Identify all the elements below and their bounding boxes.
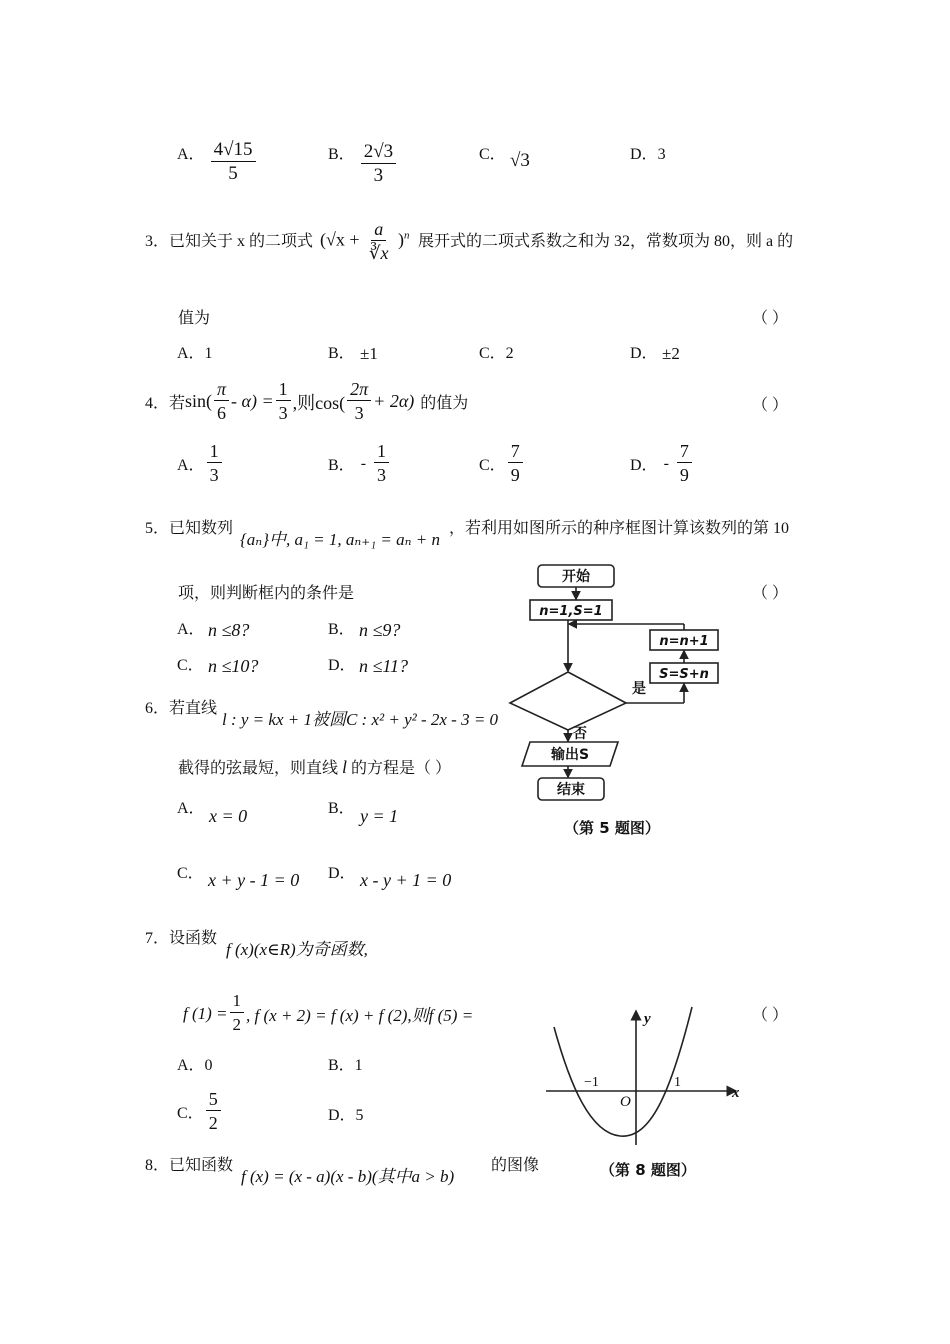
q6-stem-line2-prefix: 截得的弦最短，则直线: [178, 760, 339, 777]
option-label: A．: [177, 457, 205, 474]
expr-open: (√x +: [320, 229, 360, 250]
q7-f1: f (1) =: [183, 1003, 228, 1023]
q7-option-b: B．1: [328, 1057, 363, 1074]
flowchart-yes-label: 是: [632, 681, 646, 697]
q6-option-b-value: y = 1: [360, 806, 399, 826]
q5-option-c-value: n ≤10?: [208, 656, 259, 676]
option-label: C．: [479, 146, 506, 163]
q7-option-d: D．5: [328, 1107, 364, 1124]
denominator: 5: [228, 163, 238, 184]
parabola-caption: （第 8 题图）: [600, 1161, 696, 1179]
flowchart-output-text: 输出S: [550, 747, 590, 763]
numerator: a: [371, 218, 386, 241]
numerator: 5: [206, 1088, 221, 1111]
q6-option-d-label: D．: [328, 865, 356, 882]
fraction: [211, 139, 256, 186]
option-label: B．: [328, 146, 355, 163]
q2-option-b: [328, 141, 398, 188]
numerator: π: [214, 378, 229, 401]
q6-line-circle-expression: l : y = kx + 1被圆C : x² + y² - 2x - 3 = 0: [222, 710, 499, 729]
q5-stem-suffix: ，若利用如图所示的种序框图计算该数列的第 10: [449, 520, 790, 537]
q7-option-c: [177, 1088, 223, 1135]
q5-option-d-value: n ≤11?: [359, 656, 409, 676]
q3-answer-bracket: （ ）: [752, 310, 789, 327]
q5-option-b-label: B．: [328, 621, 355, 638]
q4-option-a: [177, 440, 224, 487]
option-label: D．: [630, 457, 658, 474]
q7-function-expression: f (x)(x∈R)为奇函数,: [226, 940, 368, 959]
denominator: ∛x: [369, 243, 389, 263]
q5-answer-bracket: （ ）: [752, 585, 789, 602]
flowchart-caption: （第 5 题图）: [564, 819, 660, 837]
option-label: B．: [328, 457, 355, 474]
q3-option-b-value: ±1: [360, 344, 378, 363]
flowchart-inc-text: n=n+1: [659, 634, 709, 649]
q3-option-d: [630, 340, 658, 363]
option-label: B．: [328, 345, 355, 362]
fraction: [206, 1088, 221, 1135]
fraction: [230, 990, 245, 1037]
q5-stem-prefix: 5．已知数列: [145, 520, 234, 537]
fraction: [374, 440, 389, 487]
denominator: 3: [354, 403, 364, 423]
option-label: D．: [630, 345, 658, 362]
q7-answer-bracket: （ ）: [752, 1007, 789, 1024]
option-label: C．: [177, 1105, 204, 1122]
q3-binomial-expression: [320, 218, 410, 265]
parabola-curve-smooth: [554, 1007, 692, 1136]
q6-option-b-label: B．: [328, 800, 355, 817]
q8-function-expression: f (x) = (x - a)(x - b)(其中a > b): [241, 1167, 455, 1186]
fraction: [347, 378, 371, 425]
fraction: [508, 440, 523, 487]
tick-label-one: 1: [674, 1075, 681, 1090]
q2-option-a: [177, 141, 258, 186]
q5-option-a-value: n ≤8?: [208, 620, 250, 640]
expr-close: ): [398, 229, 404, 250]
q5-option-c-label: C．: [177, 657, 204, 674]
minus-sign: -: [360, 454, 367, 472]
numerator: 1: [276, 378, 291, 401]
denominator: 2: [232, 1015, 242, 1034]
q6-option-c-label: C．: [177, 865, 204, 882]
q7-relation: , f (x + 2) = f (x) + f (2),则f (5) =: [246, 1006, 474, 1025]
numerator: 2√3: [361, 141, 396, 164]
flowchart-decision-diamond: [510, 672, 626, 730]
parabola-figure: [540, 1005, 760, 1190]
q8-stem-prefix: 8．已知函数: [145, 1157, 234, 1174]
flowchart-no-label: 否: [573, 726, 587, 742]
cos-close: + 2α): [373, 391, 415, 411]
sin-close: - α) =: [231, 391, 274, 411]
q5-option-a-label: A．: [177, 621, 205, 638]
q6-option-a-value: x = 0: [209, 806, 248, 826]
numerator: 7: [677, 440, 692, 463]
q6-stem-line2: [178, 755, 451, 778]
flowchart-start-text: 开始: [562, 569, 590, 585]
numerator: 1: [230, 990, 245, 1013]
tick-label-neg-one: −1: [584, 1075, 599, 1090]
denominator: 3: [377, 465, 387, 485]
q7-option-a: A．0: [177, 1057, 213, 1074]
denominator: 3: [209, 465, 219, 485]
q6-stem-prefix: 6．若直线: [145, 700, 218, 717]
sin-open: sin(: [185, 391, 213, 411]
origin-label: O: [620, 1094, 631, 1110]
q6-option-a-label: A．: [177, 800, 205, 817]
q6-option-d-value: x - y + 1 = 0: [360, 870, 452, 890]
q4-number: 4．若: [145, 395, 186, 412]
denominator: 2: [208, 1113, 218, 1133]
denominator: 3: [373, 165, 384, 186]
minus-sign: -: [663, 454, 669, 472]
q4-answer-bracket: （ ）: [752, 397, 789, 414]
q7-condition-line: [183, 990, 473, 1037]
q4-option-d: [630, 440, 694, 487]
q3-stem-prefix: 3．已知关于 x 的二项式: [145, 233, 314, 250]
numerator: 4√15: [211, 139, 256, 162]
denominator: 6: [217, 403, 227, 423]
numerator: 7: [508, 440, 523, 463]
exponent: n: [404, 229, 410, 242]
q2-option-c: [479, 141, 506, 164]
q3-option-b: [328, 340, 355, 363]
q6-line-symbol: l: [342, 757, 348, 777]
q5-option-d-label: D．: [328, 657, 356, 674]
option-label: A．: [177, 146, 205, 163]
option-value: 3: [657, 146, 666, 163]
denominator: 3: [278, 403, 288, 423]
q3-stem-suffix: 展开式的二项式系数之和为 32，常数项为 80，则 a 的: [418, 233, 794, 250]
x-axis-label: x: [732, 1085, 740, 1101]
q5-stem-line2: 项，则判断框内的条件是: [178, 585, 355, 602]
q3-option-c: C．2: [479, 345, 514, 362]
flowchart-init-text: n=1,S=1: [539, 604, 603, 619]
q4-stem: [145, 378, 468, 425]
q4-stem-suffix: 的值为: [420, 395, 469, 412]
numerator: 2π: [347, 378, 371, 401]
q6-stem-line2-suffix: 的方程是（ ）: [351, 760, 452, 777]
y-axis-label: y: [644, 1011, 651, 1027]
q4-option-c: [479, 440, 525, 487]
option-label: C．: [479, 457, 506, 474]
fraction: [677, 440, 692, 487]
q5-option-b-value: n ≤9?: [359, 620, 401, 640]
fraction: [366, 218, 391, 265]
denominator: 9: [679, 465, 689, 485]
fraction: [207, 440, 222, 487]
flowchart-figure: [500, 560, 740, 850]
cos-open: ,则cos(: [292, 392, 346, 413]
q4-option-b: [328, 440, 391, 487]
q3-option-a: A．1: [177, 345, 213, 362]
q5-sequence-expression: {aₙ}中, a₁ = 1, aₙ₊₁ = aₙ + n: [240, 530, 440, 549]
fraction: [214, 378, 229, 425]
numerator: 1: [374, 440, 389, 463]
flowchart-end-text: 结束: [557, 782, 585, 798]
q3-stem-line2: 值为: [178, 310, 211, 327]
q3-option-d-value: ±2: [662, 344, 680, 363]
q6-option-c-value: x + y - 1 = 0: [208, 870, 300, 890]
fraction: [276, 378, 291, 425]
numerator: 1: [207, 440, 222, 463]
q8-stem-suffix: 的图像: [491, 1157, 540, 1174]
q7-stem-prefix: 7．设函数: [145, 930, 218, 947]
option-label: D．: [630, 146, 658, 163]
denominator: 9: [510, 465, 520, 485]
flowchart-sum-text: S=S+n: [659, 667, 709, 682]
fraction: [361, 141, 396, 188]
q2-option-c-value: √3: [510, 150, 530, 171]
q2-option-d: [630, 141, 666, 164]
